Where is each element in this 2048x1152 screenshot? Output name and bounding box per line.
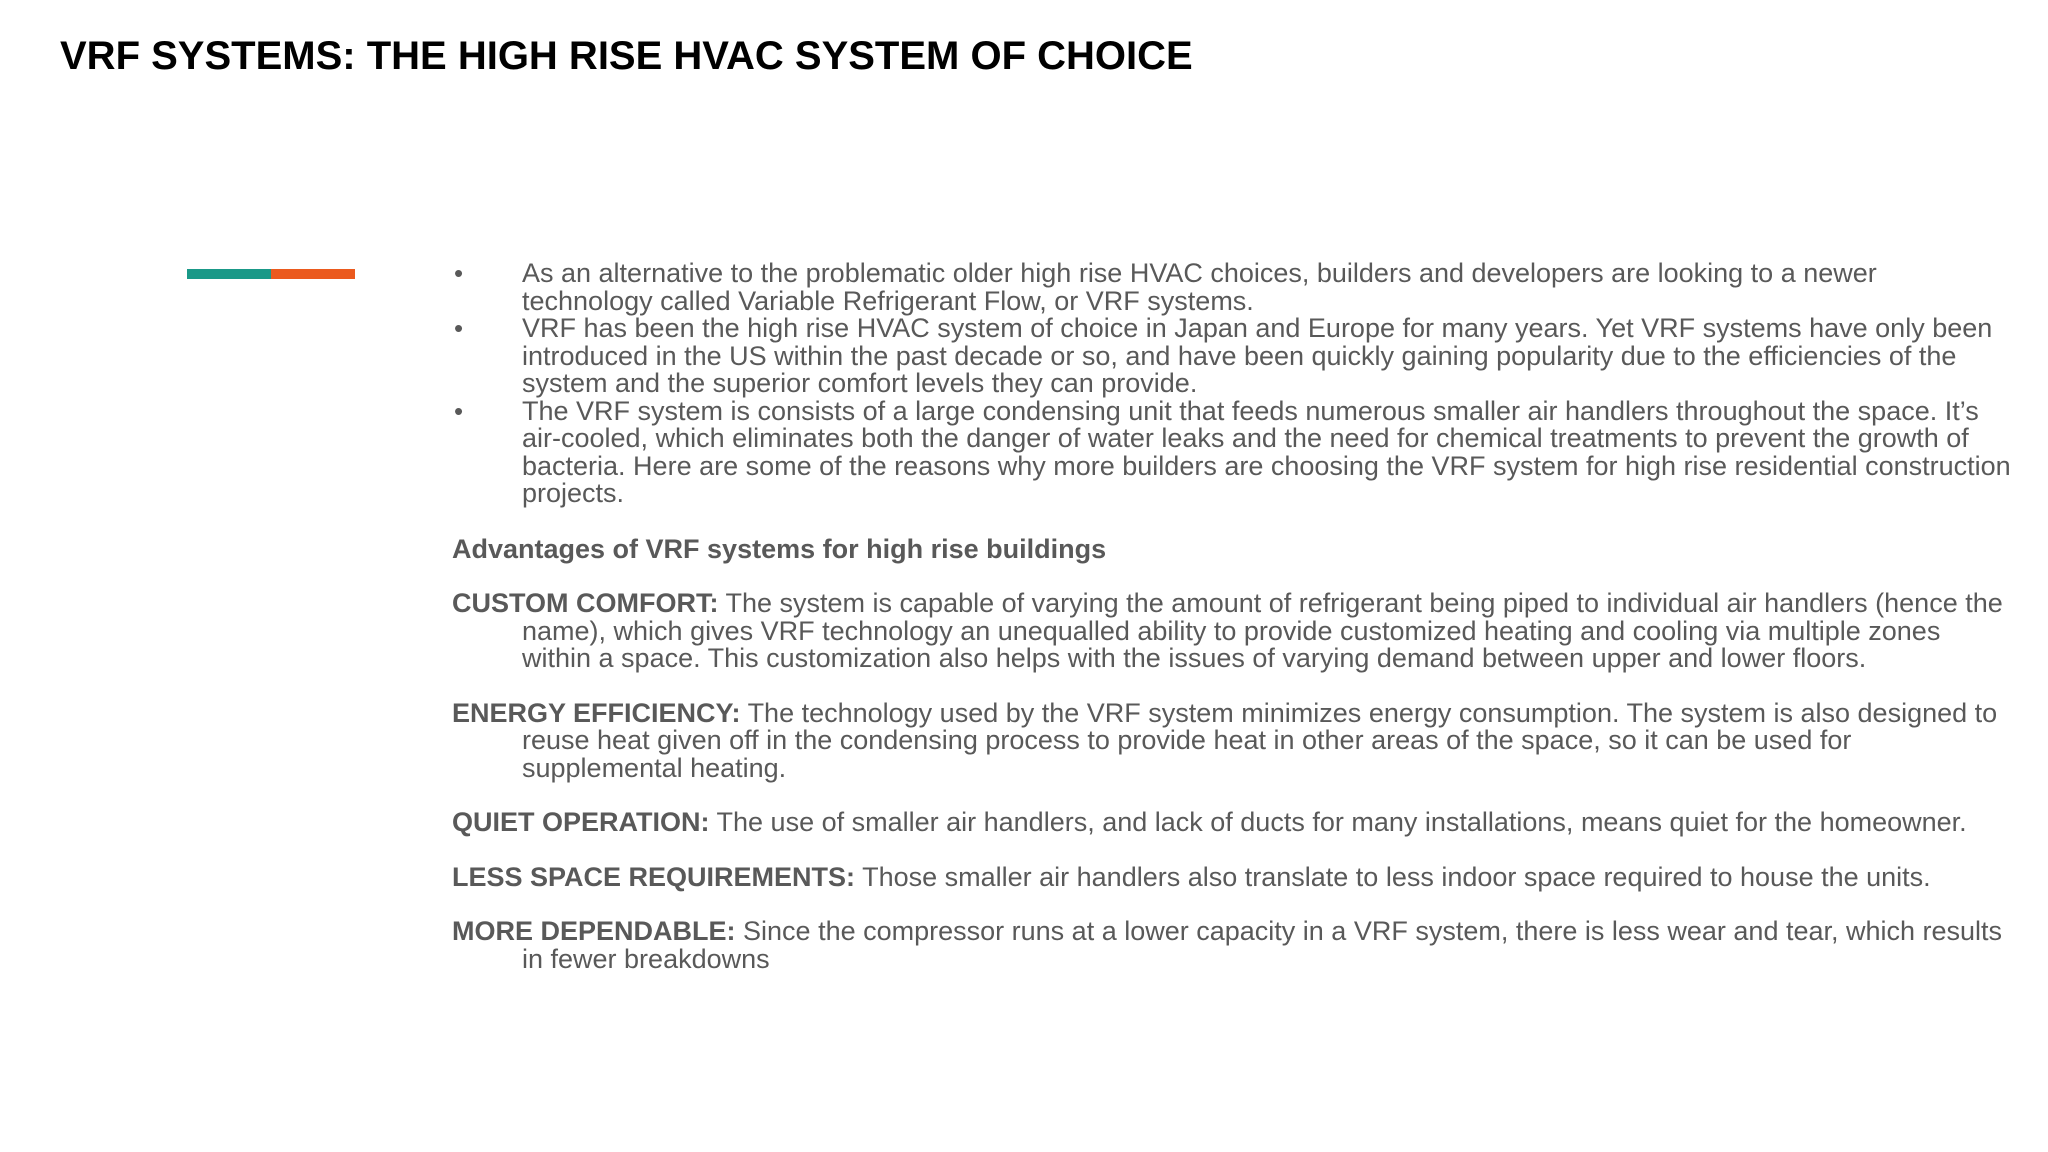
bullet-text: As an alternative to the problematic older high rise HVAC choices, builders and developers are looking to a newer technology called Variable Refrigerant Flow, or VRF systems. <box>522 258 1877 316</box>
advantage-label: CUSTOM COMFORT: <box>452 588 719 618</box>
advantage-label: QUIET OPERATION: <box>452 807 710 837</box>
advantage-text: Since the compressor runs at a lower capacity in a VRF system, there is less wear and tear, which results in fewer breakdowns <box>522 916 2003 974</box>
advantage-text: Those smaller air handlers also translate to less indoor space required to house the units. <box>862 861 1931 892</box>
advantage-text: The use of smaller air handlers, and lack of ducts for many installations, means quiet for the homeowner. <box>716 807 1967 837</box>
advantage-custom-comfort <box>452 590 2012 673</box>
bullet-item <box>452 315 2012 398</box>
accent-bar-teal <box>187 269 271 279</box>
accent-bar <box>187 269 355 279</box>
bullet-icon: • <box>454 258 464 288</box>
bullet-list <box>452 260 2012 508</box>
bullet-text: VRF has been the high rise HVAC system of choice in Japan and Europe for many years. Yet VRF systems have only been introduced in the US within the past decade or so, and have been quickly gaining popularity due to the efficiencies of the system and the superior comfort levels they can provide. <box>522 313 1993 398</box>
advantage-label: ENERGY EFFICIENCY: <box>452 697 741 728</box>
advantage-text: The technology used by the VRF system minimizes energy consumption. The system is also designed to reuse heat given off in the condensing process to provide heat in other areas of the space, so it can be used for supplemental heating. <box>522 697 1998 783</box>
advantage-label: MORE DEPENDABLE: <box>452 916 736 946</box>
bullet-icon: • <box>454 313 464 343</box>
advantage-quiet-operation <box>452 809 2012 837</box>
advantage-less-space <box>452 861 2012 892</box>
bullet-item <box>452 260 2012 315</box>
bullet-item <box>452 395 2012 508</box>
advantages-heading: Advantages of VRF systems for high rise buildings <box>452 533 1107 564</box>
advantage-more-dependable <box>452 918 2012 973</box>
bullet-text: The VRF system is consists of a large condensing unit that feeds numerous smaller air handlers throughout the space. It’s air-cooled, which eliminates both the danger of water leaks and the need for chemical treatments to prevent the growth of bacteria. Here are some of the reasons why more builders are choosing the VRF system for high rise residential construction projects. <box>522 395 2011 508</box>
slide-title: VRF SYSTEMS: THE HIGH RISE HVAC SYSTEM OF CHOICE <box>60 34 1193 78</box>
bullet-icon: • <box>454 395 464 426</box>
advantage-energy-efficiency <box>452 697 2012 783</box>
accent-bar-orange <box>271 269 355 279</box>
slide-body <box>452 260 2012 973</box>
advantage-label: LESS SPACE REQUIREMENTS: <box>452 861 856 892</box>
advantage-text: The system is capable of varying the amount of refrigerant being piped to individual air handlers (hence the name), which gives VRF technology an unequalled ability to provide customized heating and cooling via multiple zones within a space. This customization also helps with the issues of varying demand between upper and lower floors. <box>522 588 2003 673</box>
